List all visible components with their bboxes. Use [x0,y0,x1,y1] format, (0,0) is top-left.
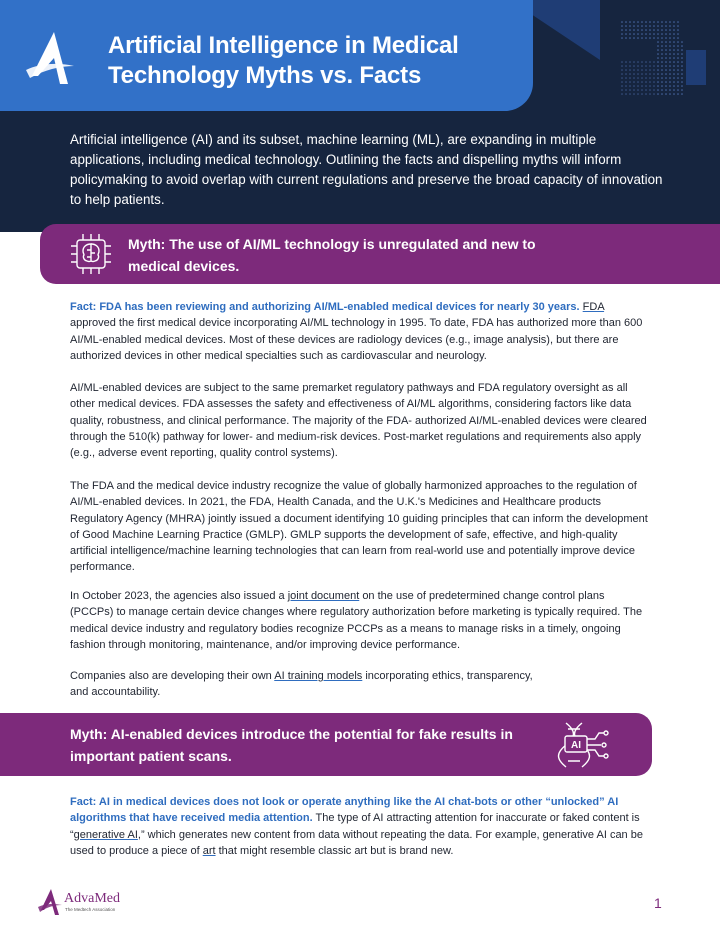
p4-before: In October 2023, the agencies also issued a [70,590,285,602]
ai-training-models-link[interactable]: AI training models [274,670,363,682]
title-line-1: Artificial Intelligence in Medical [108,32,459,59]
generative-ai-link[interactable]: generative AI [73,828,138,841]
fact-2-rest-2: ,” which generates new content from data without repeating the data. For example, generative AI can be used to produce a piece of [70,828,643,857]
header-banner [0,0,720,232]
myth-2-text: Myth: AI-enabled devices introduce the potential for fake results in important patient scans. [70,726,513,764]
fact-paragraph-1 [70,299,650,364]
fda-link[interactable]: FDA [582,301,605,313]
myth-banner-2 [0,713,652,776]
myth-1-text: Myth: The use of AI/ML technology is unregulated and new to medical devices. [128,236,536,274]
brand-name: AdvaMed [64,891,120,906]
p5-before: Companies also are developing their own [70,670,272,682]
p5-line2: and accountability. [70,686,161,699]
ai-dna-icon [556,719,612,771]
page-number: 1 [654,895,662,911]
brand-tagline: The Medtech Association [65,907,116,912]
p4-after: on the use of predetermined change control plans (PCCPs) to manage certain device changes where regulatory authorization before marketing is typically required. The medical device industry and regulatory bodies recognize PCCPs as a means to manage risks in a timely, ongoing fashion through monitoring, maintenance, and/or improving device performance. [70,590,643,651]
paragraph-3: The FDA and the medical device industry recognize the value of globally harmonized approaches to the regulation of AI/ML-enabled devices. In 2021, the FDA, Health Canada, and the U.K.'s Medicines and Healthcare products Regulatory Agency (MHRA) jointly issued a document identifying 10 guiding principles that can inform the development of Good Machine Learning Practice (GMLP). GMLP supports the development of safe, effective, and high-quality artificial intelligence/machine learning technologies that can learn from real-world use and potentially improve device performance. [70,480,648,574]
art-link[interactable]: art [202,844,216,857]
fact-lead-1: Fact: FDA has been reviewing and authorizing AI/ML-enabled medical devices for nearly 30 years. [70,301,580,313]
fact-2-rest-3: that might resemble classic art but is brand new. [218,844,454,857]
brain-chip-icon [66,229,116,279]
paragraph-5 [70,668,650,701]
advamed-mark-icon [38,888,64,916]
title-box [0,0,533,111]
fact-2-rest-1: The type of AI attracting attention for inaccurate or faked content is “ [70,812,640,841]
dot-pattern [560,20,710,120]
advamed-a-logo-icon [24,30,88,86]
title-line-2: Technology Myths vs. Facts [108,62,422,89]
fact-paragraph-2 [70,794,650,859]
paragraph-2: AI/ML-enabled devices are subject to the same premarket regulatory pathways and FDA regulatory oversight as all other medical devices. FDA assesses the safety and effectiveness of AI/ML algorithms, considering factors like data quality, robustness, and clinical performance. The majority of the FDA- authorized AI/ML-enabled devices were cleared through the 510(k) pathway for lower- and medium-risk devices. Post-market regulations and requirements also apply (e.g., adverse event reporting, quality control systems). [70,382,647,460]
fact-lead-2: Fact: AI in medical devices does not look or operate anything like the AI chat-bots or other “unlocked” AI algorithms that have received media attention. [70,796,619,825]
joint-document-link[interactable]: joint document [287,590,360,602]
fact-1-rest: approved the first medical device incorporating AI/ML technology in 1995. To date, FDA has authorized more than 600 AI/ML-enabled medical devices. Most of these devices are radiology devices (e.g., image analysis), but there are authorized devices in other medical specialties such as cardiovascular and neurology. [70,317,643,362]
myth-banner-1 [40,224,720,284]
svg-text:AI: AI [571,740,581,751]
page-title [108,31,528,91]
intro-paragraph: Artificial intelligence (AI) and its subset, machine learning (ML), are expanding in multiple applications, including medical technology. Outlining the facts and dispelling myths will inform policymaking to avoid overlap with current regulations and preserve the broad capacity of innovation to help patients. [70,132,663,207]
p5-after: incorporating ethics, transparency, [365,670,533,682]
paragraph-4 [70,588,650,653]
advamed-footer-logo [38,888,158,918]
